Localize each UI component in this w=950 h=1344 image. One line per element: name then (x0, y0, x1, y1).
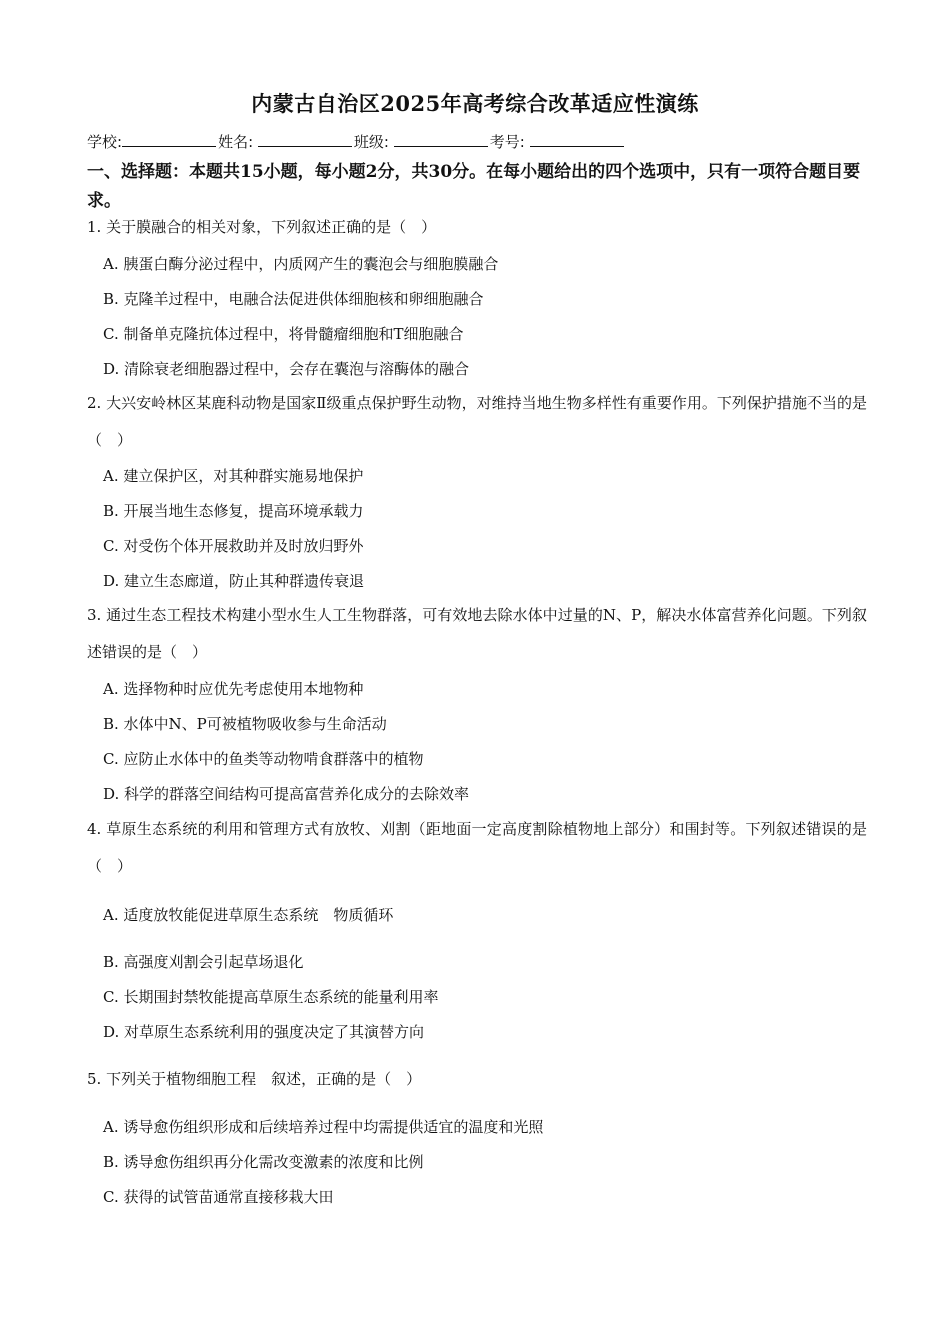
question-3-stem: 3. 通过生态工程技术构建小型水生人工生物群落，可有效地去除水体中过量的N、P，解决水体富营养化问题。下列叙述错误的是（ ） (87, 606, 867, 661)
question-1-option-a: A. 胰蛋白酶分泌过程中，内质网产生的囊泡会与细胞膜融合 (103, 255, 499, 273)
question-4-option-d: D. 对草原生态系统利用的强度决定了其演替方向 (103, 1023, 425, 1041)
school-blank[interactable] (122, 132, 216, 147)
question-1-option-d: D. 清除衰老细胞器过程中，会存在囊泡与溶酶体的融合 (103, 360, 470, 378)
class-label: 班级: (353, 133, 389, 151)
question-5-option-b: B. 诱导愈伤组织再分化需改变激素的浓度和比例 (103, 1153, 424, 1171)
question-4-option-c: C. 长期围封禁牧能提高草原生态系统的能量利用率 (103, 988, 439, 1006)
number-label: 考号: (489, 133, 525, 151)
question-4-stem: 4. 草原生态系统的利用和管理方式有放牧、刈割（距地面一定高度割除植物地上部分）和围封等。下列叙述错误的是（ ） (87, 820, 867, 875)
question-5-stem: 5. 下列关于植物细胞工程 叙述，正确的是（ ） (87, 1070, 422, 1088)
question-2-stem: 2. 大兴安岭林区某鹿科动物是国家Ⅱ级重点保护野生动物，对维持当地生物多样性有重要作用。下列保护措施不当的是（ ） (87, 394, 867, 449)
school-label: 学校: (87, 133, 123, 151)
question-3-option-d: D. 科学的群落空间结构可提高富营养化成分的去除效率 (103, 785, 470, 803)
question-2-option-c: C. 对受伤个体开展救助并及时放归野外 (103, 537, 364, 555)
question-5-option-c: C. 获得的试管苗通常直接移栽大田 (103, 1188, 334, 1206)
question-3-option-a: A. 选择物种时应优先考虑使用本地物种 (103, 680, 364, 698)
question-4-option-b: B. 高强度刈割会引起草场退化 (103, 953, 304, 971)
name-label: 姓名: (218, 133, 254, 151)
question-1-option-b: B. 克隆羊过程中，电融合法促进供体细胞核和卵细胞融合 (103, 290, 484, 308)
question-3-option-c: C. 应防止水体中的鱼类等动物啃食群落中的植物 (103, 750, 424, 768)
number-blank[interactable] (530, 132, 624, 147)
class-blank[interactable] (394, 132, 488, 147)
question-3-option-b: B. 水体中N、P可被植物吸收参与生命活动 (103, 715, 387, 733)
question-4-option-a: A. 适度放牧能促进草原生态系统 物质循环 (103, 906, 394, 924)
question-5-option-a: A. 诱导愈伤组织形成和后续培养过程中均需提供适宜的温度和光照 (103, 1118, 544, 1136)
question-2-option-b: B. 开展当地生态修复，提高环境承载力 (103, 502, 364, 520)
section-heading: 一、选择题：本题共15小题，每小题2分，共30分。在每小题给出的四个选项中，只有一项符合题目要求。 (87, 162, 861, 211)
question-1-option-c: C. 制备单克隆抗体过程中，将骨髓瘤细胞和T细胞融合 (103, 325, 464, 343)
page-title: 内蒙古自治区2025年高考综合改革适应性演练 (251, 91, 699, 116)
question-2-option-d: D. 建立生态廊道，防止其种群遗传衰退 (103, 572, 365, 590)
question-2-option-a: A. 建立保护区，对其种群实施易地保护 (103, 467, 364, 485)
name-blank[interactable] (258, 132, 352, 147)
student-info-line (87, 131, 626, 152)
question-1-stem: 1. 关于膜融合的相关对象，下列叙述正确的是（ ） (87, 218, 437, 236)
